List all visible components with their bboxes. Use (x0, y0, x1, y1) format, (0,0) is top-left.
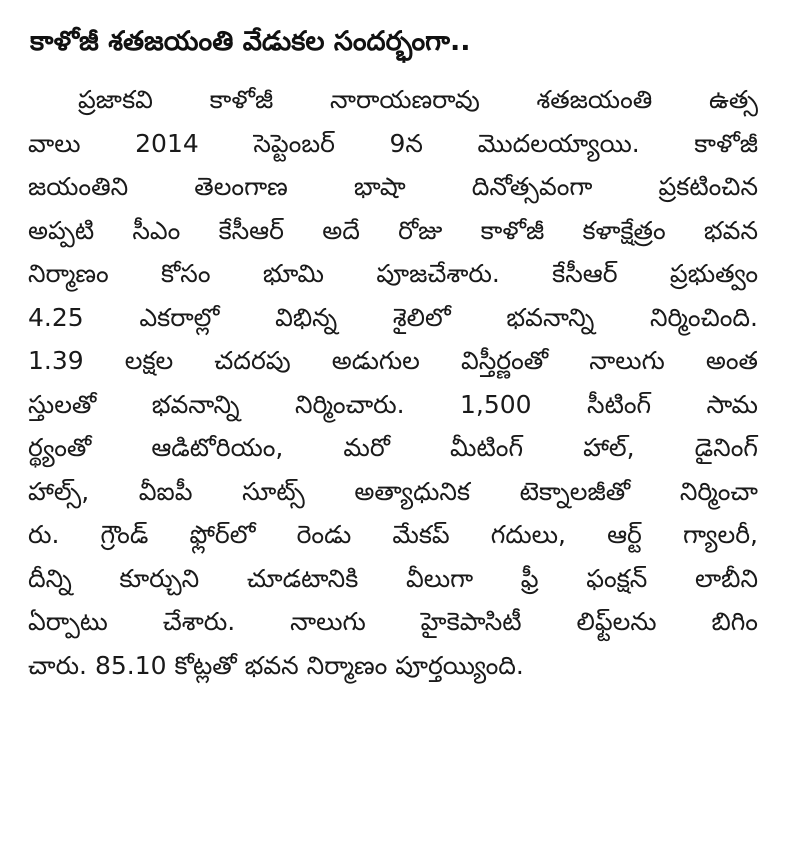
body-line: 4.25 ఎకరాల్లో విభిన్న శైలిలో భవనాన్ని నిర్మించింది. (28, 302, 758, 332)
body-line: దీన్ని కూర్చుని చూడటానికి వీలుగా ఫ్రీ ఫంక్షన్ లాబీని (28, 563, 758, 593)
body-line: స్తులతో భవనాన్ని నిర్మించారు. 1,500 సీటింగ్ సామ (28, 389, 758, 419)
body-line: రు. గ్రౌండ్ ఫ్లోర్‌లో రెండు మేకప్ గదులు, ఆర్ట్ గ్యాలరీ, (28, 520, 758, 549)
body-line: హాల్స్, వీఐపీ సూట్స్ అత్యాధునిక టెక్నాలజీతో నిర్మించా (28, 476, 758, 506)
body-line: అప్పటి సీఎం కేసీఆర్ అదే రోజు కాళోజీ కళాక్షేత్రం భవన (28, 215, 758, 245)
body-line: ఏర్పాటు చేశారు. నాలుగు హైకెపాసిటీ లిఫ్ట్‌లను బిగిం (28, 607, 758, 636)
body-line: 1.39 లక్షల చదరపు అడుగుల విస్తీర్ణంతో నాలుగు అంత (28, 346, 758, 375)
body-line: వాలు 2014 సెప్టెంబర్ 9న మొదలయ్యాయి. కాళోజీ (28, 128, 758, 158)
body-line: ప్రజాకవి కాళోజీ నారాయణరావు శతజయంతి ఉత్స (78, 85, 758, 114)
body-line: ర్థ్యంతో ఆడిటోరియం, మరో మీటింగ్ హాల్, డైనింగ్ (28, 433, 758, 462)
body-line: జయంతిని తెలంగాణ భాషా దినోత్సవంగా ప్రకటించిన (28, 172, 758, 201)
body-line: చారు. 85.10 కోట్లతో భవన నిర్మాణం పూర్తయ్యింది. (28, 650, 524, 680)
news-article (28, 20, 758, 687)
article-headline: కాళోజీ శతజయంతి వేడుకల సందర్భంగా.. (30, 26, 471, 57)
body-line: నిర్మాణం కోసం భూమి పూజచేశారు. కేసీఆర్ ప్రభుత్వం (28, 259, 758, 288)
article-body (28, 78, 758, 687)
